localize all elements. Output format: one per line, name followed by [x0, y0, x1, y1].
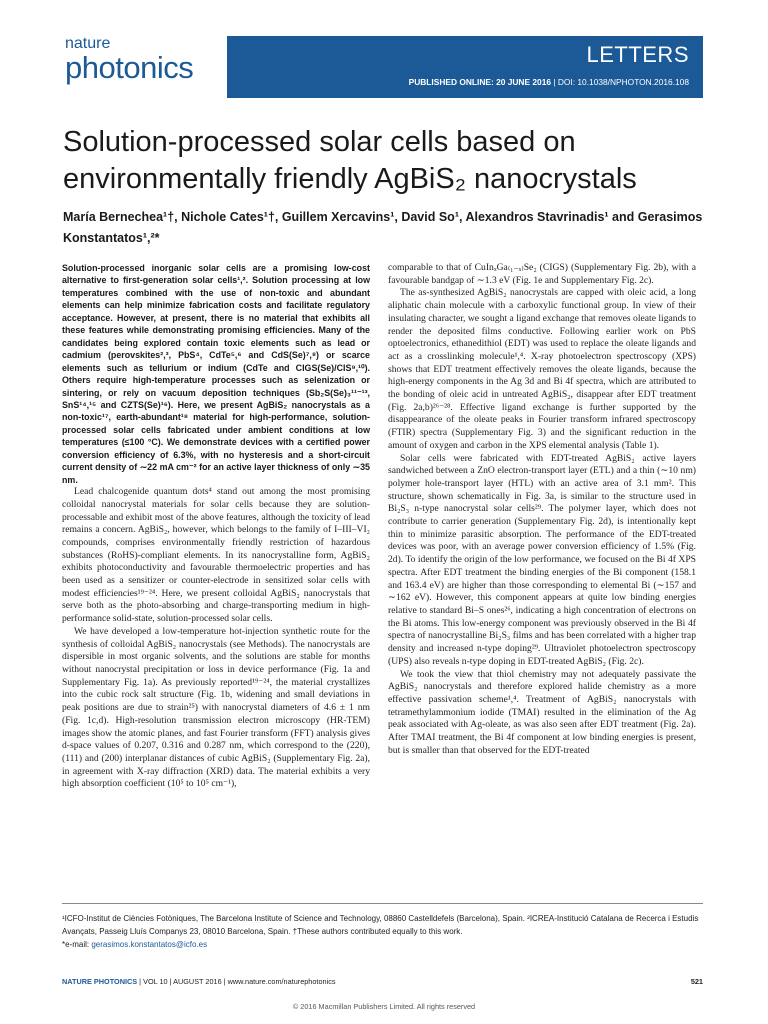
body-paragraph: Solar cells were fabricated with EDT-treated AgBiS₂ active layers sandwiched between a ZnO electron-transport layer (ETL) and a thin (∼10 nm) polymer hole-transport layer (HTL) with an active area of 3.1 mm². This structure, shown schematically in Fig. 3a, is similar to the structure used in Bi₂S₃ n-type nanocrystal solar cells²⁹. The polymer layer, which does not contribute to carrier generation (Supplementary Fig. 2d), is intentionally kept thin to minimize parasitic absorption. The performance of the EDT-treated devices was poor, with an average power conversion efficiency of 1.5% (Fig. 2d). To identify the origin of the low performance, we focused on the Bi 4f XPS spectra. After EDT treatment the binding energies of the Bi component (158.1 and 163.4 eV) are higher than those corresponding to elemental Bi (∼157 and ∼162 eV). However, this component appears at quite low binding energies relative to standard Bi–S ones²⁶, indicating a high concentration of electrons on the Bi atoms. This low-energy component was previously observed in the Bi 4f spectra of nanocrystalline Bi₂S₃ films and has been correlated with a higher trap density and increased n-type doping²⁹. Ultraviolet photoelectron spectroscopy (UPS) also reveals n-type doping in EDT-treated AgBiS₂ (Fig. 2c).: [388, 452, 696, 667]
section-banner: [227, 36, 703, 98]
email-link[interactable]: gerasimos.konstantatos@icfo.es: [91, 940, 208, 949]
body-paragraph: The as-synthesized AgBiS₂ nanocrystals are capped with oleic acid, a long aliphatic chain molecule with a carboxylic functional group. In view of their insulating character, we sought a ligand exchange that removes oleate ligands to render the deposited films conductive. Following earlier work on PbS optoelectronics, ethanedithiol (EDT) was used to replace the oleate ligands and act as a crosslinking molecule¹,⁴. X-ray photoelectron spectroscopy (XPS) shows that EDT treatment effectively removes the oleate ligands, because the high-energy components in the Ag 3d and Bi 4f spectra, which are attributed to the bonding of oleic acid in untreated AgBiS₂, disappear after EDT treatment (Fig. 2a,b)²⁶⁻²⁸. Effective ligand exchange is further supported by the disappearance of the oleate peaks in Fourier transform infrared spectroscopy (FTIR) spectra (Supplementary Fig. 3) and the significant reduction in the amount of oxygen and carbon in the XPS elemental analysis (Table 1).: [388, 287, 696, 451]
logo-photonics: photonics: [65, 50, 194, 85]
doi: | DOI: 10.1038/NPHOTON.2016.108: [551, 77, 689, 87]
body-paragraph: comparable to that of CuInₓGa₍₁₋ₓ₎Se₂ (CIGS) (Supplementary Fig. 2b), with a favourable bandgap of ∼1.3 eV (Fig. 1e and Supplementary Fig. 2c).: [388, 262, 696, 286]
footer-details: | VOL 10 | AUGUST 2016 | www.nature.com/naturephotonics: [137, 977, 336, 986]
author-list: María Bernechea¹†, Nichole Cates¹†, Guillem Xercavins¹, David So¹, Alexandros Stavrinadis¹ and Gerasimos Konstantatos¹,²*: [63, 210, 703, 245]
publication-info: [409, 77, 689, 87]
footnote-divider: [62, 903, 703, 904]
affiliation-text: ¹ICFO-Institut de Ciències Fotòniques, The Barcelona Institute of Science and Technology, 08860 Castelldefels (Barcelona), Spain. ²ICREA-Institució Catalana de Recerca i Estudis Avançats, Passeig Lluís Companys 23, 08010 Barcelona, Spain. †These authors contributed equally to this work.: [62, 914, 699, 936]
right-column: [388, 262, 696, 757]
left-column: [62, 262, 370, 791]
body-paragraph: Lead chalcogenide quantum dots⁴ stand out among the most promising colloidal nanocrystal materials for solar cells because they are solution-processable and exhibit most of the above features, although the toxicity of lead remains a concern. AgBiS₂, however, which belongs to the family of I–III–VI₂ compounds, comprises environmentally friendly restriction of hazardous substances (RoHS)-compliant elements. In its nanocrystalline form, AgBiS₂ exhibits photoconductivity and favourable thermoelectric properties and has been used as a sensitizer or counter-electrode in sensitized solar cells with modest efficiencies¹⁹⁻²⁴. Here, we present colloidal AgBiS₂ nanocrystals that serve both as the photo-absorbing and charge-transporting medium in high-performance solid-state, solution-processed solar cells.: [62, 486, 370, 625]
email-label: *e-mail:: [62, 940, 92, 949]
body-paragraph: We have developed a low-temperature hot-injection synthetic route for the synthesis of colloidal AgBiS₂ nanocrystals (see Methods). The nanocrystals are dispersible in most organic solvents, and the solutions are stable for months without nanocrystal precipitation or loss in device performance (Fig. 1a and Supplementary Fig. 1a). As previously reported¹⁹⁻²⁴, the material crystallizes into the cubic rock salt structure (Fig. 1b, widening and small deviations in peak positions are due to strain²⁵) with nanocrystal diameters of 4.6 ± 1 nm (Fig. 1c,d). High-resolution transmission electron microscopy (HR-TEM) images show the atomic planes, and fast Fourier transform (FFT) analysis gives d-space values of 0.207, 0.316 and 0.287 nm, which correspond to the (220), (111) and (200) interplanar distances of cubic AgBiS₂ (Supplementary Fig. 2a), in agreement with X-ray diffraction (XRD) data. The material exhibits a very high absorption coefficient (10⁵ to 10⁵ cm⁻¹),: [62, 625, 370, 790]
body-paragraph: We took the view that thiol chemistry may not adequately passivate the AgBiS₂ nanocrystals and therefore explored halide chemistry as a more effective passivation scheme¹,⁴. Treatment of AgBiS₂ nanocrystals with tetramethylammonium iodide (TMAI) resulted in the elimination of the Ag peak associated with Ag-oleate, as was also seen after EDT treatment (Fig. 2a). After TMAI treatment, the Bi 4f component at low binding energies is present, but is smaller than that observed for the EDT-treated: [388, 668, 696, 756]
footer-journal: NATURE PHOTONICS: [62, 977, 138, 986]
article-title: Solution-processed solar cells based on environmentally friendly AgBiS₂ nanocrystals: [63, 126, 637, 195]
journal-logo: [65, 36, 205, 96]
logo-nature: nature: [65, 35, 111, 52]
copyright: © 2016 Macmillan Publishers Limited. All rights reserved: [292, 1002, 476, 1011]
published-date: PUBLISHED ONLINE: 20 JUNE 2016: [408, 77, 552, 87]
affiliations: [62, 912, 703, 951]
page-number: 521: [690, 977, 703, 986]
abstract: Solution-processed inorganic solar cells are a promising low-cost alternative to first-generation solar cells¹,². Solution processing at low temperatures combined with the use of non-toxic and abundant elements can help minimize fabrication costs and facilitate regulatory acceptance. However, at present, there is no material that exhibits all these features while demonstrating promising efficiencies. Many of the candidates being explored contain toxic elements such as lead or cadmium (perovskites²,³, PbS⁴, CdTe⁵,⁶ and CdS(Se)⁷,⁸) or scarce elements such as tellurium or indium (CdTe and CIGS(Se)/CIS⁹,¹⁰). Others require high-temperature processes such as selenization or sintering, or rely on vacuum deposition techniques (Sb₂S(Se)₃¹¹⁻¹³, SnS¹⁴,¹⁵ and CZTS(Se)¹⁶). Here, we present AgBiS₂ nanocrystals as a non-toxic¹⁷, earth-abundant¹⁸ material for high-performance, solution-processed solar cells fabricated under ambient conditions at low temperatures (≤100 °C). We demonstrate devices with a certified power conversion efficiency of 6.3%, with no hysteresis and a short-circuit current density of ∼22 mA cm⁻² for an active layer thickness of only ∼35 nm.: [62, 263, 370, 485]
page-footer: [62, 977, 703, 986]
section-label: LETTERS: [586, 42, 689, 67]
